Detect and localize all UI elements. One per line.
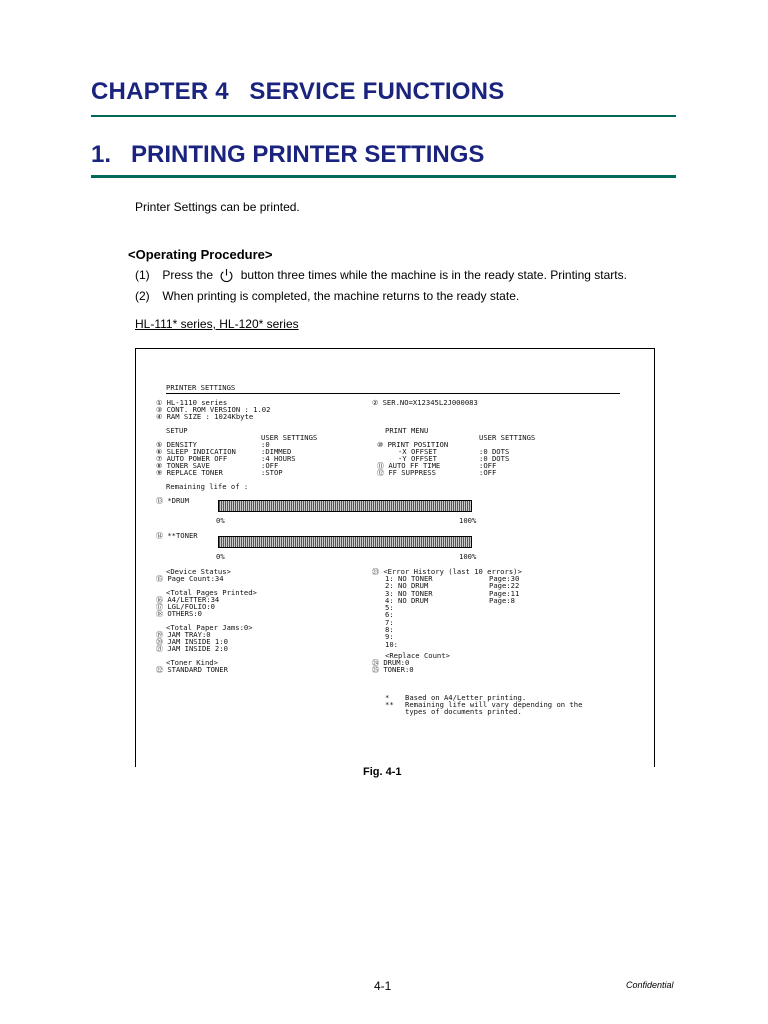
- step-2: [135, 289, 519, 303]
- step-1: [135, 268, 627, 283]
- step-number: (1): [135, 268, 150, 282]
- note-line: * Based on A4/Letter printing.: [385, 693, 527, 702]
- print-menu-row: ⑩ PRINT POSITION: [377, 440, 449, 449]
- step-text: When printing is completed, the machine returns to the ready state.: [162, 289, 520, 303]
- error-history-row: 9:: [385, 632, 394, 642]
- page-number: 4-1: [374, 979, 392, 993]
- printout-title: PRINTER SETTINGS: [166, 383, 236, 392]
- paper-jam-row: ⑳ JAM INSIDE 1:0: [156, 637, 228, 646]
- setup-heading: SETUP: [166, 426, 188, 435]
- error-history-row: 7:: [385, 617, 394, 627]
- toner-kind-heading: <Toner Kind>: [166, 658, 218, 667]
- paper-jam-row: ⑲ JAM TRAY:0: [156, 630, 211, 639]
- error-history-heading: ㉓ <Error History (last 10 errors)>: [372, 567, 522, 576]
- toner-life-bar-track: [218, 536, 472, 548]
- total-pages-heading: <Total Pages Printed>: [166, 588, 257, 597]
- power-icon: [219, 268, 234, 283]
- series-label: HL-111* series, HL-120* series: [135, 317, 299, 331]
- setup-value: :0: [261, 440, 270, 449]
- setup-value: :4 HOURS: [261, 454, 296, 463]
- print-menu-row: ⑪ AUTO FF TIME: [377, 461, 441, 470]
- header-line: ① HL-1110 series: [156, 398, 228, 407]
- setup-value: :STOP: [261, 468, 283, 477]
- setup-row: ⑤ DENSITY: [156, 440, 197, 449]
- toner-scale-min: 0%: [216, 552, 225, 561]
- printout-figure: [135, 348, 655, 767]
- step-text-after: button three times while the machine is in the ready state. Printing starts.: [240, 268, 627, 282]
- step-number: (2): [135, 289, 150, 303]
- print-menu-row: -Y OFFSET: [385, 454, 437, 463]
- error-history-row: 3: NO TONER Page:11: [385, 588, 520, 598]
- setup-row: ⑧ TONER SAVE: [156, 461, 210, 470]
- section-divider: [91, 175, 676, 178]
- total-pages-row: ⑱ OTHERS:0: [156, 609, 202, 618]
- toner-label: ⑭ **TONER: [156, 531, 198, 540]
- error-history-row: 8:: [385, 625, 394, 635]
- drum-life-bar-track: [218, 500, 472, 512]
- error-history-row: 6:: [385, 610, 394, 620]
- confidential-label: Confidential: [626, 980, 674, 990]
- toner-life-bar: [218, 536, 472, 548]
- error-history-row: 1: NO TONER Page:30: [385, 574, 520, 583]
- setup-row: ⑦ AUTO POWER OFF: [156, 454, 228, 463]
- toner-kind: ㉒ STANDARD TONER: [156, 665, 228, 674]
- step-text-before: Press the: [162, 268, 214, 282]
- replace-count-row: ㉕ TONER:0: [372, 665, 414, 674]
- error-history-row: 5:: [385, 603, 394, 613]
- drum-scale-max: 100%: [459, 516, 477, 525]
- replace-count-heading: <Replace Count>: [385, 651, 450, 660]
- remaining-life-label: Remaining life of :: [166, 482, 249, 491]
- setup-row: ⑥ SLEEP INDICATION: [156, 447, 236, 456]
- error-history-row: 10:: [385, 639, 398, 649]
- setup-value: :OFF: [261, 461, 279, 470]
- print-menu-row: -X OFFSET: [385, 447, 437, 456]
- figure-caption: Fig. 4-1: [363, 766, 402, 778]
- header-line: ④ RAM SIZE : 1024Kbyte: [156, 412, 254, 421]
- header-line: ③ CONT. ROM VERSION : 1.02: [156, 405, 271, 414]
- device-status-heading: <Device Status>: [166, 567, 231, 576]
- intro-text: Printer Settings can be printed.: [135, 200, 300, 214]
- drum-life-bar: [218, 500, 472, 512]
- print-menu-row: ⑫ FF SUPPRESS: [377, 468, 436, 477]
- chapter-divider: [91, 115, 676, 117]
- total-pages-row: ⑯ A4/LETTER:34: [156, 595, 220, 604]
- error-history-row: 4: NO DRUM Page:8: [385, 595, 515, 605]
- chapter-title: CHAPTER 4 SERVICE FUNCTIONS: [91, 78, 505, 105]
- print-menu-value: :OFF: [479, 468, 497, 477]
- paper-jams-heading: <Total Paper Jams:0>: [166, 623, 253, 632]
- setup-col-header: USER SETTINGS: [261, 433, 318, 442]
- printout-rule: [166, 393, 620, 394]
- note-line: types of documents printed.: [405, 707, 522, 716]
- error-history-list: [385, 575, 585, 648]
- drum-scale-min: 0%: [216, 516, 225, 525]
- drum-label: ⑬ *DRUM: [156, 496, 189, 505]
- note-line: ** Remaining life will vary depending on the: [385, 700, 583, 709]
- replace-count-row: ㉔ DRUM:0: [372, 658, 410, 667]
- error-history-row: 2: NO DRUM Page:22: [385, 581, 520, 591]
- toner-scale-max: 100%: [459, 552, 477, 561]
- print-menu-col-header: USER SETTINGS: [479, 433, 536, 442]
- procedure-heading: <Operating Procedure>: [128, 247, 273, 262]
- setup-value: :DIMMED: [261, 447, 292, 456]
- page-count: ⑮ Page Count:34: [156, 574, 224, 583]
- print-menu-value: :OFF: [479, 461, 497, 470]
- setup-row: ⑨ REPLACE TONER: [156, 468, 223, 477]
- serial-number: ② SER.NO=X12345L2J000083: [372, 398, 478, 407]
- total-pages-row: ⑰ LGL/FOLIO:0: [156, 602, 215, 611]
- print-menu-value: :0 DOTS: [479, 454, 510, 463]
- print-menu-heading: PRINT MENU: [385, 426, 429, 435]
- print-menu-value: :0 DOTS: [479, 447, 510, 456]
- section-title: 1. PRINTING PRINTER SETTINGS: [91, 141, 485, 168]
- paper-jam-row: ㉑ JAM INSIDE 2:0: [156, 644, 228, 653]
